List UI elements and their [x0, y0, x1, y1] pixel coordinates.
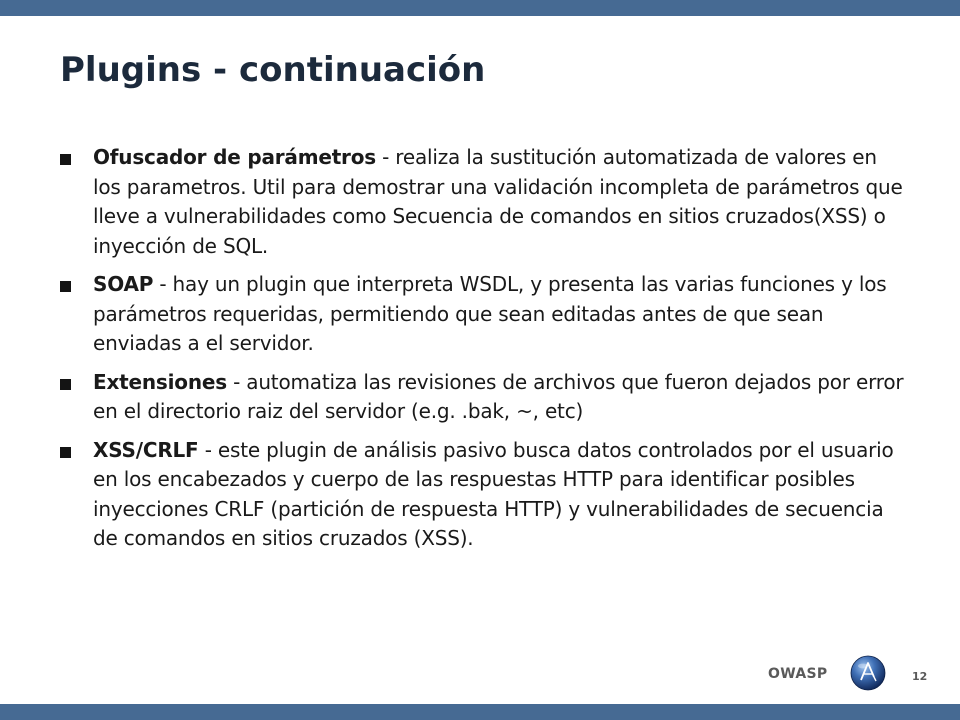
bullet-item-ofuscador [60, 143, 910, 261]
bullet-text: - automatiza las revisiones de archivos que fueron dejados por error en el directorio raiz del servidor (e.g. .bak, ~, etc) [93, 369, 904, 423]
owasp-globe-logo-icon [850, 655, 886, 691]
bullet-term: SOAP [93, 272, 154, 296]
square-bullet-icon [60, 447, 71, 458]
bullet-term: Ofuscador de parámetros [93, 145, 376, 169]
square-bullet-icon [60, 154, 71, 165]
square-bullet-icon [60, 379, 71, 390]
bullet-text: - hay un plugin que interpreta WSDL, y presenta las varias funciones y los parámetros requeridas, permitiendo que sean editadas antes de que sean enviadas a el servidor. [93, 272, 887, 355]
bullet-text: - realiza la sustitución automatizada de valores en los parametros. Util para demostrar una validación incompleta de parámetros que lleve a vulnerabilidades como Secuencia de comandos en sitios cruzados(XSS) o inyección de SQL. [93, 145, 903, 258]
bullet-term: XSS/CRLF [93, 437, 199, 462]
bottom-decorative-bar [0, 704, 960, 720]
page-number: 12 [912, 670, 928, 683]
bullet-item-xss-crlf [60, 436, 910, 554]
bullet-text: - este plugin de análisis pasivo busca datos controlados por el usuario en los encabezados y cuerpo de las respuestas HTTP para identificar posibles inyecciones CRLF (partición de respuesta HTTP) y vulnerabilidades de secuencia de comandos en sitios cruzados (XSS). [93, 437, 894, 550]
top-decorative-bar [0, 0, 960, 16]
square-bullet-icon [60, 281, 71, 292]
footer-brand-text: OWASP [768, 666, 828, 682]
bullet-item-extensiones [60, 368, 910, 427]
bullet-term: Extensiones [93, 369, 227, 394]
bullet-item-soap [60, 270, 910, 359]
bullet-list [60, 143, 910, 563]
slide-title: Plugins - continuación [60, 50, 486, 90]
